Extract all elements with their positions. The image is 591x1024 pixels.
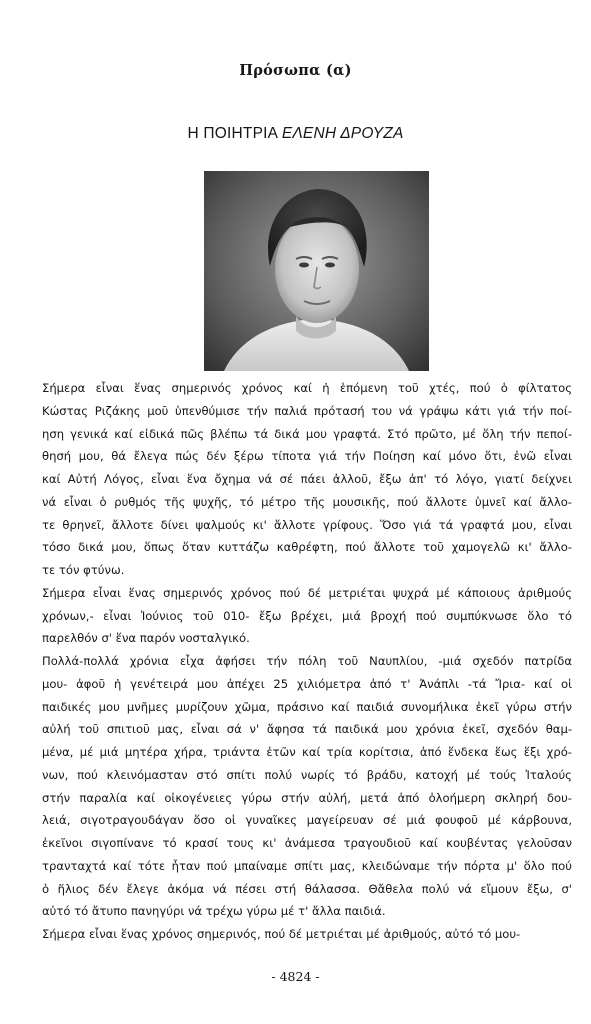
article-title-name: ΕΛΕΝΗ ΔΡΟΥΖΑ <box>281 125 404 142</box>
section-heading: Πρόσωπα (α) <box>239 62 352 79</box>
body-line: τόσο δικά μου, ὅπως ὅταν κυττάζω καθρέφτη, πού ἄλλοτε τοῦ χαμογελῶ κι' ἄλλο- <box>42 540 572 555</box>
author-portrait <box>204 171 429 371</box>
body-line: τε θρηνεῖ, ἄλλοτε δίνει ψαλμούς κι' ἄλλοτε γρίφους. Ὅσο γιά τά γραφτά μου, εἶναι <box>42 517 572 532</box>
body-line: παρελθόν σ' ἕνα παρόν νοσταλγικό. <box>42 631 250 646</box>
body-line: Σήμερα εἶναι ἕνας σημερινός χρόνος καί ἡ ἑπόμενη τοῦ χτές, πού ὁ φίλτατος <box>42 381 572 395</box>
body-line: αὐλή τοῦ σπιτιοῦ μας, εἶναι σά ν' ἄφησα τά παιδικά μου χρόνια ἐκεῖ, σχεδόν θαμ- <box>42 722 572 737</box>
article-title <box>0 125 591 143</box>
body-line: Κώστας Ριζάκης μοῦ ὑπενθύμισε τήν παλιά πρότασή του νά γράψω κάτι γιά τήν ποί- <box>42 403 572 418</box>
page-number: - 4824 - <box>271 969 320 984</box>
body-line: ἐκεῖνοι σιγοπίνανε τό κρασί τους κι' ἀνάμεσα τραγουδιοῦ καί κουβέντας γελοῦσαν <box>42 836 572 850</box>
body-line: λειά, σιγοτραγουδάγαν ὅσο οἱ γυναῖκες μαγείρευαν σέ μιά φουφοῦ μέ κάρβουνα, <box>42 813 572 828</box>
body-line: ηση γενικά καί εἰδικά πῶς βλέπω τά δικά μου γραφτά. Στό πρῶτο, μέ ὅλη τήν πεποί- <box>42 426 572 441</box>
body-line: ὁ ἥλιος δέν ἔλεγε ἀκόμα νά πέσει στή θάλασσα. Θἄθελα πολύ νά εἴμουν ἔξω, σ' <box>42 881 572 896</box>
body-line: τρανταχτά καί τότε ἦταν πού μπαίναμε σπίτι μας, κλειδώναμε τήν πόρτα μ' ὅλο πού <box>42 858 572 873</box>
body-line: νων, πού κλεινόμασταν στό σπίτι πολύ νωρίς τό βράδυ, κατοχή μέ τούς Ἰταλούς <box>42 767 572 782</box>
body-line: Σήμερα εἶναι ἕνας σημερινός χρόνος πού δέ μετριέται ψυχρά μέ κάποιους ἀριθμούς <box>42 585 572 600</box>
body-line: Πολλά-πολλά χρόνια εἶχα ἀφήσει τήν πόλη τοῦ Ναυπλίου, -μιά σχεδόν πατρίδα <box>42 654 572 668</box>
body-line: Σήμερα εἶναι ἕνας χρόνος σημερινός, πού δέ μετριέται μέ ἀριθμούς, αὐτό τό μου- <box>42 927 521 941</box>
body-line: αὐτό τό ἄτυπο πανηγύρι νά τρέχω γύρω μέ τ' ἄλλα παιδιά. <box>42 904 386 919</box>
body-line: μου- ἀφοῦ ἡ γενέτειρά μου ἀπέχει 25 χιλιόμετρα ἀπό τ' Ἀνάπλι -τά Ἴρια- καί οἱ <box>42 676 572 691</box>
body-line: μένα, μέ μιά μητέρα χήρα, τριάντα ἐτῶν καί τρία κορίτσια, ἀπό ἕνδεκα ἕως ἕξι χρό- <box>42 745 572 759</box>
article-title-prefix: Η ΠΟΙΗΤΡΙΑ <box>187 125 278 142</box>
body-line: θησή μου, θά ἔλεγα πώς δέν ξέρω τίποτα γιά τήν Ποίηση καί μόνο ὅτι, ἐνῶ εἶναι <box>42 449 572 464</box>
body-line: τε τόν φτύνω. <box>42 563 125 577</box>
body-line: στήν παραλία καί οἰκογένειες γύρω στήν αὐλή, μετά ἀπό ὁλοήμερη σκληρή δου- <box>42 790 572 805</box>
body-line: χρόνων,- εἶναι Ἰούνιος τοῦ 010- ἔξω βρέχει, μιά βροχή πού συμπύκνωσε ὅλο τό <box>42 608 572 623</box>
body-line: παιδικές μου μνῆμες μυρίζουν χῶμα, πράσινο καί παιδιά συνομήλικα ἐκεῖ γύρω στήν <box>42 699 572 714</box>
body-text <box>42 377 572 946</box>
portrait-photo <box>204 171 429 371</box>
body-line: νά εἶναι ὁ ρυθμός τῆς ψυχῆς, τό μέτρο τῆς μουσικῆς, πού ἄλλοτε ὑμνεῖ καί ἄλλο- <box>42 494 572 509</box>
body-line: καί Αὐτή Λόγος, εἶναι ἕνα ὄχημα νά σέ πάει ἀλλοῦ, ἔξω ἀπ' τό λόγο, γιατί δείχνει <box>42 472 572 486</box>
